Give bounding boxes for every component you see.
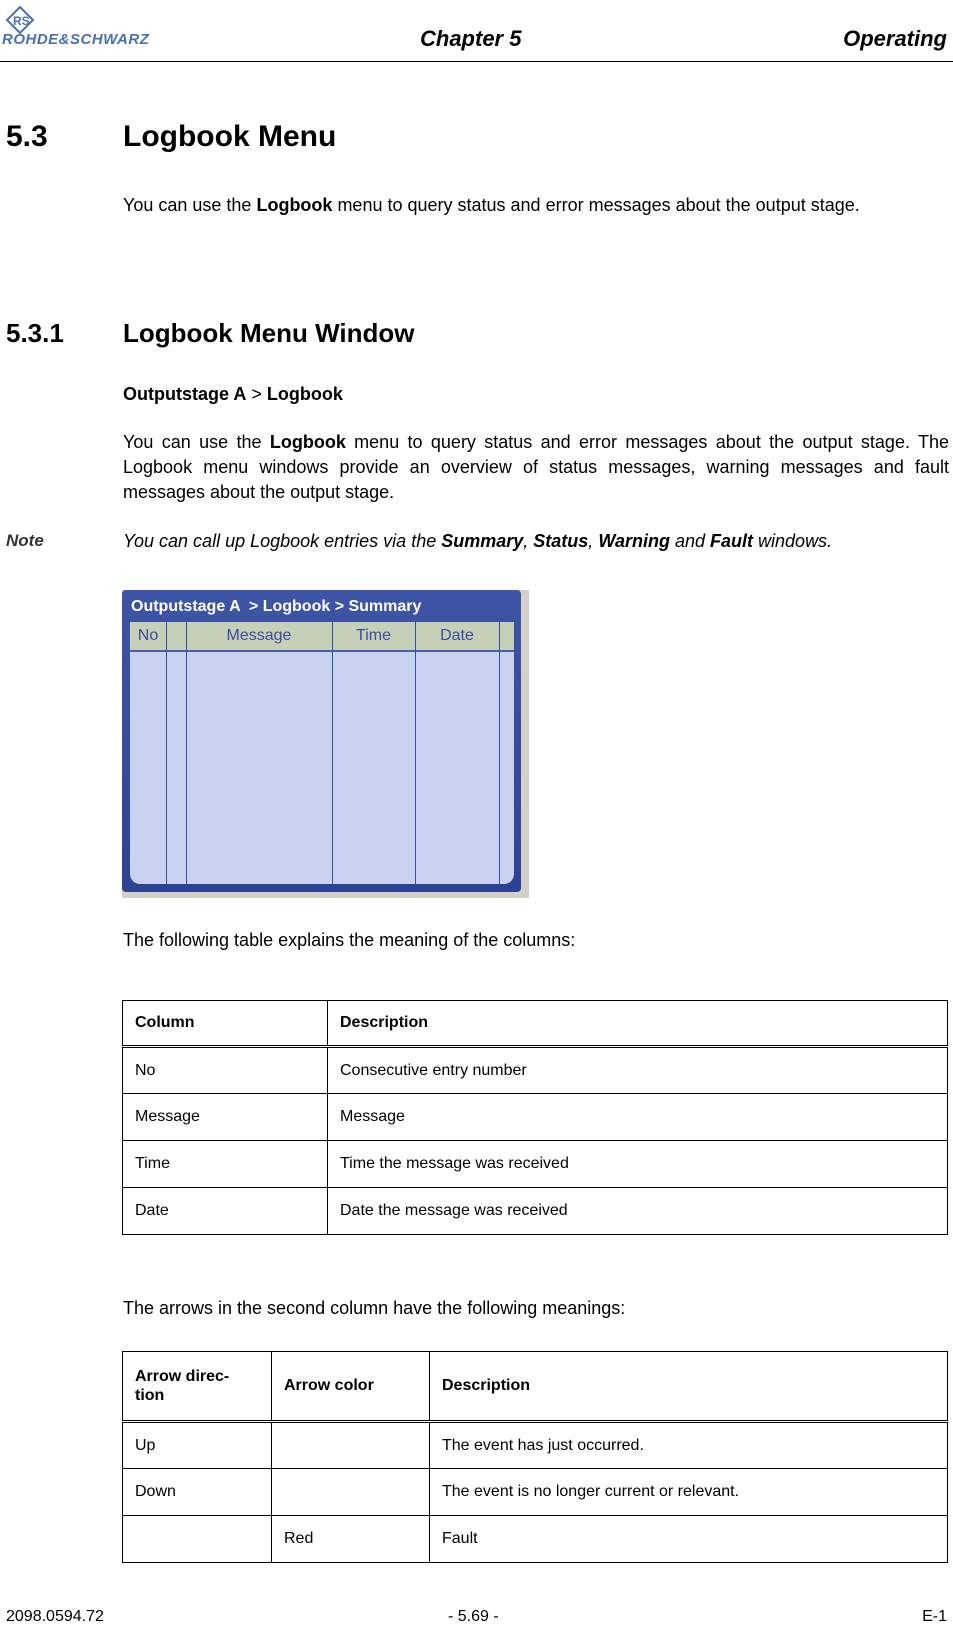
table-cell: Consecutive entry number bbox=[328, 1047, 948, 1094]
footer-edition: E-1 bbox=[922, 1608, 947, 1625]
table-cell: Time bbox=[123, 1141, 328, 1188]
header-rule bbox=[0, 61, 953, 62]
logbook-window-screenshot bbox=[122, 590, 529, 898]
col-message[interactable]: Message bbox=[226, 627, 292, 644]
table-row bbox=[123, 1188, 948, 1235]
table-cell: Date the message was received bbox=[328, 1188, 948, 1235]
footer-doc-number: 2098.0594.72 bbox=[6, 1608, 104, 1625]
table-cell: Date bbox=[123, 1188, 328, 1235]
table-cell: Message bbox=[328, 1094, 948, 1141]
arrows-table bbox=[122, 1351, 948, 1563]
table-cell: Time the message was received bbox=[328, 1141, 948, 1188]
column-divider bbox=[499, 622, 500, 884]
table-row bbox=[123, 1047, 948, 1094]
table-header-cell: Arrow color bbox=[272, 1352, 430, 1422]
footer-page-number: - 5.69 - bbox=[448, 1608, 499, 1625]
table-cell: The event is no longer current or relevant. bbox=[430, 1469, 948, 1516]
column-divider bbox=[166, 622, 167, 884]
table-cell: The event has just occurred. bbox=[430, 1422, 948, 1469]
table1-intro: The following table explains the meaning of the columns: bbox=[123, 930, 576, 950]
columns-table bbox=[122, 1000, 948, 1235]
note-label: Note bbox=[6, 531, 44, 550]
column-divider bbox=[332, 622, 333, 884]
table-header-row bbox=[123, 1352, 948, 1422]
menu-path: Outputstage A > Logbook bbox=[123, 384, 343, 404]
col-arrow[interactable] bbox=[166, 622, 186, 650]
table-cell: Message bbox=[123, 1094, 328, 1141]
table-cell bbox=[272, 1422, 430, 1469]
col-date[interactable]: Date bbox=[440, 627, 474, 644]
table2-intro: The arrows in the second column have the following meanings: bbox=[123, 1298, 626, 1318]
table-cell: Red bbox=[272, 1516, 430, 1563]
table-header-cell: Description bbox=[430, 1352, 948, 1422]
section-title: Logbook Menu bbox=[123, 120, 337, 153]
note-text: You can call up Logbook entries via the Summary, Status, Warning and Fault windows. bbox=[123, 531, 833, 551]
table-header-cell: Column bbox=[123, 1001, 328, 1047]
body-paragraph: You can use the Logbook menu to query status and error messages about the output stage. The Logbook menu windows provide an overview of status messages, warning messages and fault messages about the output stage. bbox=[123, 432, 949, 502]
window-frame bbox=[122, 590, 521, 892]
svg-text:RS: RS bbox=[13, 14, 30, 28]
table-cell: Fault bbox=[430, 1516, 948, 1563]
table-row bbox=[123, 1141, 948, 1188]
header-chapter: Chapter 5 bbox=[420, 26, 522, 51]
table-cell: Up bbox=[123, 1422, 272, 1469]
table-header-row bbox=[123, 1001, 948, 1047]
subsection-title: Logbook Menu Window bbox=[123, 318, 415, 348]
column-divider bbox=[415, 622, 416, 884]
window-title: Outputstage A > Logbook > Summary bbox=[131, 598, 422, 615]
table-cell: No bbox=[123, 1047, 328, 1094]
column-divider bbox=[186, 622, 187, 884]
col-time[interactable]: Time bbox=[356, 627, 391, 644]
table-cell: Down bbox=[123, 1469, 272, 1516]
table-cell bbox=[272, 1469, 430, 1516]
intro-paragraph: You can use the Logbook menu to query status and error messages about the output stage. bbox=[123, 195, 860, 215]
table-cell bbox=[123, 1516, 272, 1563]
subsection-number: 5.3.1 bbox=[6, 318, 64, 348]
table-header-cell: Arrow direc- tion bbox=[123, 1352, 272, 1422]
header-section: Operating bbox=[843, 26, 947, 51]
section-number: 5.3 bbox=[6, 120, 48, 153]
table-row bbox=[123, 1094, 948, 1141]
window-table bbox=[130, 622, 514, 884]
logo-wordmark: ROHDE&SCHWARZ bbox=[2, 31, 150, 48]
table-header-cell: Description bbox=[328, 1001, 948, 1047]
table-row bbox=[123, 1422, 948, 1469]
table-row bbox=[123, 1469, 948, 1516]
col-no[interactable]: No bbox=[137, 627, 159, 644]
table-row bbox=[123, 1516, 948, 1563]
